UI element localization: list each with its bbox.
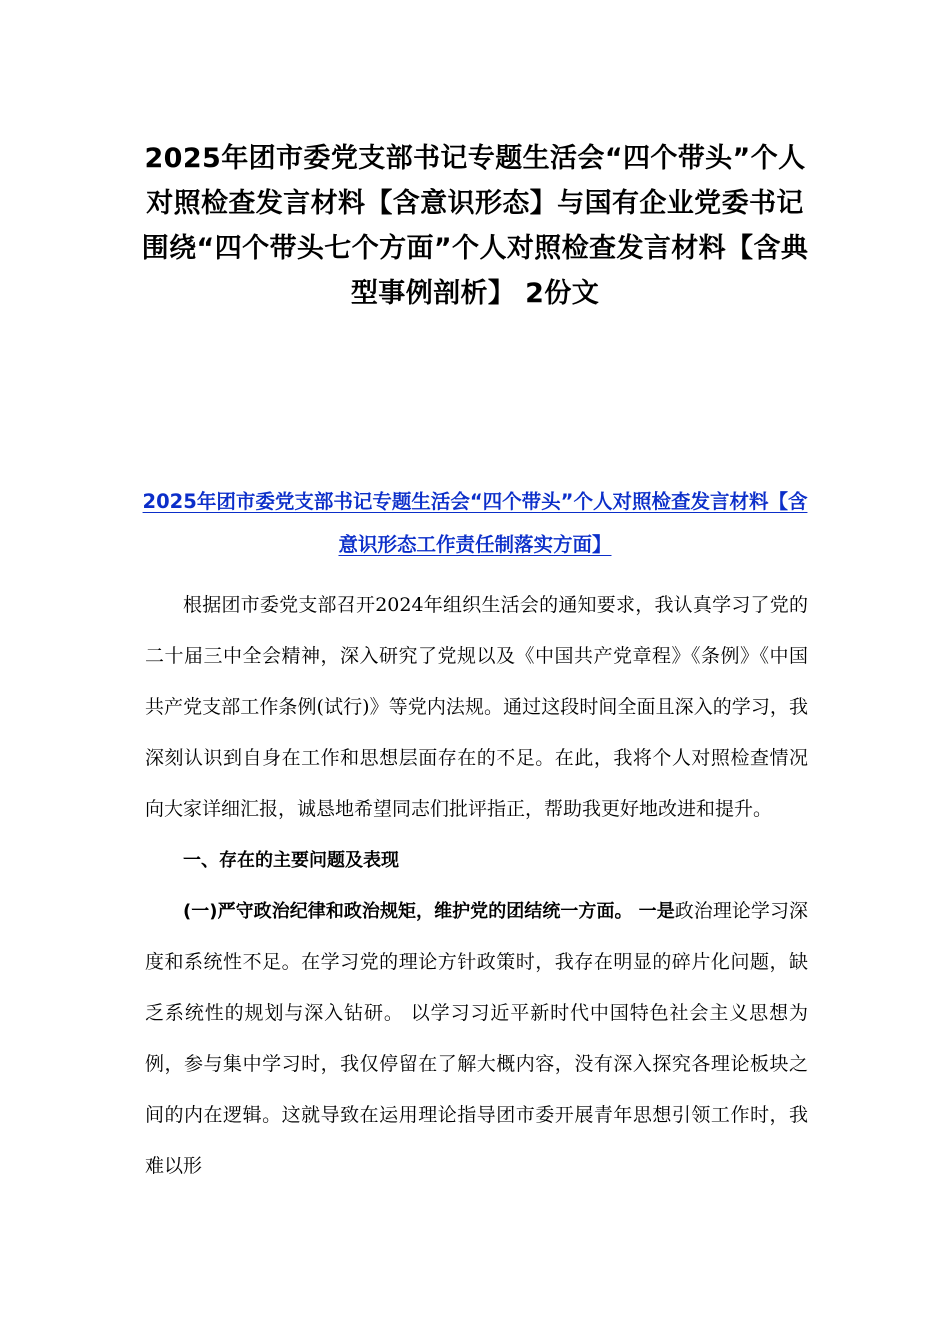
section-title-link[interactable]: 2025年团市委党支部书记专题生活会“四个带头”个人对照检查发言材料【含意识形态工作责任制落实方面】	[142, 490, 808, 556]
body-paragraph	[145, 886, 808, 1192]
document-body	[145, 580, 808, 1192]
intro-paragraph: 根据团市委党支部召开2024年组织生活会的通知要求，我认真学习了党的二十届三中全会精神，深入研究了党规以及《中国共产党章程》《条例》《中国共产党支部工作条例(试行)》等党内法规。通过这段时间全面且深入的学习，我深刻认识到自身在工作和思想层面存在的不足。在此，我将个人对照检查情况向大家详细汇报，诚恳地希望同志们批评指正，帮助我更好地改进和提升。	[145, 594, 808, 820]
subheading: (一)严守政治纪律和政治规矩，维护党的团结统一方面。	[183, 901, 633, 922]
paragraph-lead: 一是	[638, 901, 675, 922]
document-title: 2025年团市委党支部书记专题生活会“四个带头”个人对照检查发言材料【含意识形态】与国有企业党委书记围绕“四个带头七个方面”个人对照检查发言材料【含典型事例剖析】 2份文	[141, 143, 809, 309]
paragraph-text: 政治理论学习深度和系统性不足。在学习党的理论方针政策时，我存在明显的碎片化问题，缺乏系统性的规划与深入钻研。 以学习习近平新时代中国特色社会主义思想为例，参与集中学习时，我仅停留在了解大概内容，没有深入探究各理论板块之间的内在逻辑。这就导致在运用理论指导团市委开展青年思想引领工作时，我难以形	[145, 900, 809, 1177]
section-heading: 一、存在的主要问题及表现	[183, 850, 399, 871]
